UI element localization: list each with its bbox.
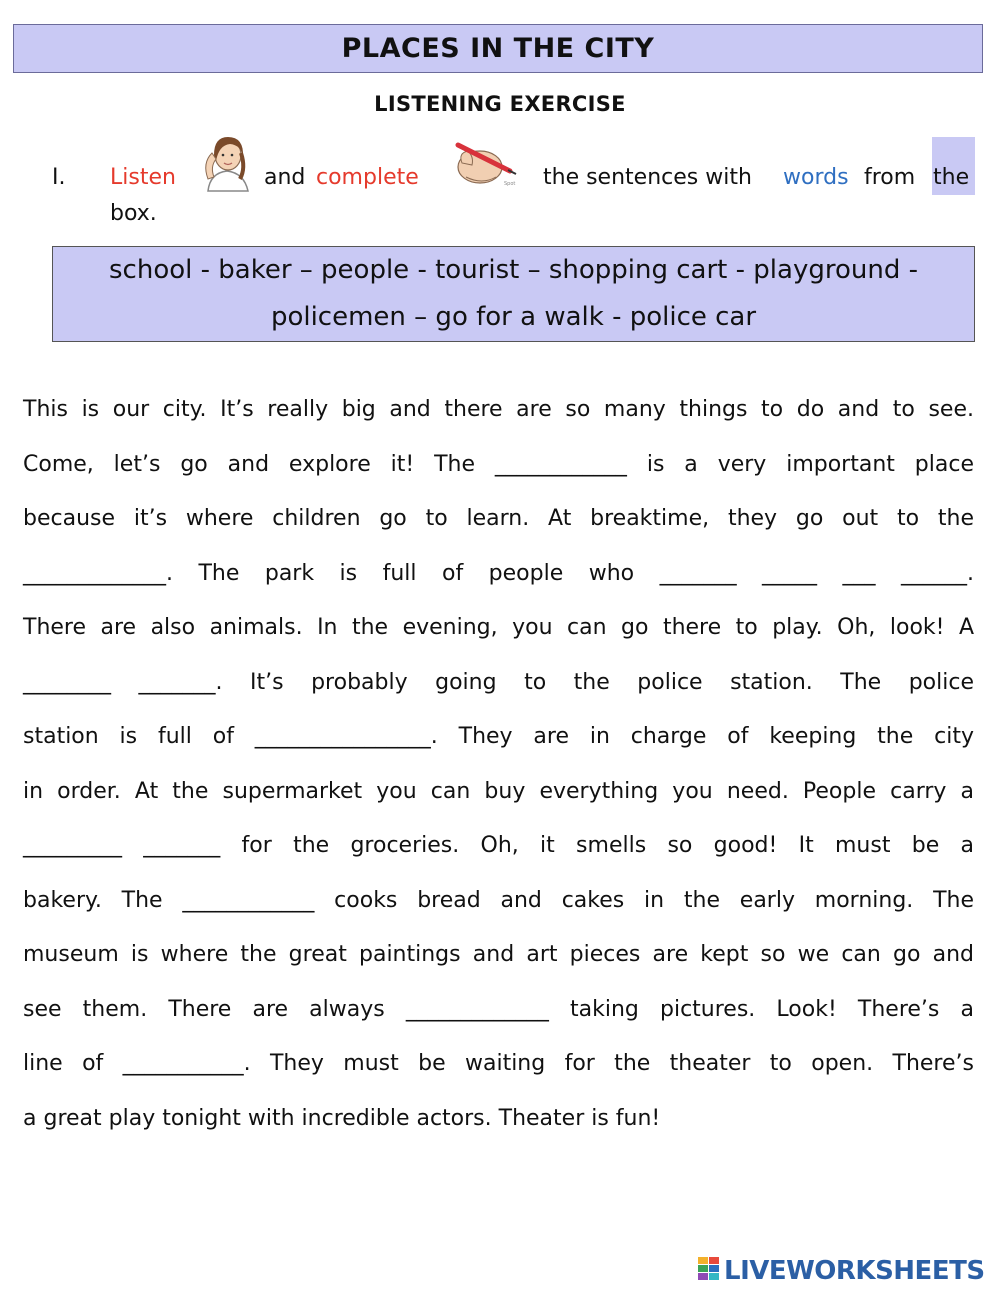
liveworksheets-logo[interactable] (698, 1256, 985, 1286)
passage-line: _____________. The park is full of people who _______ _____ ___ ______. (23, 560, 974, 586)
instruction (52, 165, 982, 235)
passage-line: This is our city. It’s really big and there are so many things to do and to see. (23, 397, 974, 422)
instruction-and: and (264, 165, 306, 190)
passage-line: a great play tonight with incredible actors. Theater is fun! (23, 1105, 661, 1131)
passage-line: Come, let’s go and explore it! The ____________ is a very important place (23, 451, 974, 477)
instruction-words: words (783, 165, 849, 190)
passage-line: _________ _______ for the groceries. Oh, it smells so good! It must be a (23, 833, 974, 858)
instruction-box: box. (110, 201, 157, 226)
word-bank-line-2: policemen – go for a walk - police car (270, 302, 757, 332)
instruction-the-sentences-with: the sentences with (543, 165, 752, 190)
word-bank-line-1: school - baker – people - tourist – shopping cart - playground - (109, 255, 918, 285)
liveworksheets-logo-text: LIVEWORKSHEETS (724, 1256, 985, 1286)
passage-line: museum is where the great paintings and art pieces are kept so we can go and (23, 942, 974, 967)
page-subtitle: LISTENING EXERCISE (374, 92, 626, 116)
liveworksheets-logo-icon (698, 1257, 720, 1285)
instruction-listen: Listen (110, 165, 176, 190)
instruction-complete: complete (316, 165, 419, 190)
writing-hand-icon (452, 137, 532, 199)
svg-text:Spot: Spot (504, 181, 516, 187)
passage-line: ________ _______. It’s probably going to the police station. The police (23, 669, 974, 695)
instruction-number: I. (52, 165, 66, 190)
page-title: PLACES IN THE CITY (13, 24, 983, 73)
passage-line: bakery. The ____________ cooks bread and cakes in the early morning. The (23, 887, 974, 913)
passage (23, 383, 974, 1146)
passage-line: station is full of ________________. They are in charge of keeping the city (23, 724, 974, 749)
passage-line: There are also animals. In the evening, you can go there to play. Oh, look! A (23, 615, 974, 640)
instruction-the: the (933, 165, 970, 190)
passage-line: in order. At the supermarket you can buy everything you need. People carry a (23, 778, 974, 804)
passage-line: because it’s where children go to learn. At breaktime, they go out to the (23, 506, 974, 531)
word-bank (52, 246, 975, 342)
listening-girl-icon (194, 133, 260, 201)
instruction-from: from (864, 165, 916, 190)
passage-line: line of ___________. They must be waiting for the theater to open. There’s (23, 1051, 974, 1076)
passage-line: see them. There are always _____________ taking pictures. Look! There’s a (23, 996, 974, 1022)
